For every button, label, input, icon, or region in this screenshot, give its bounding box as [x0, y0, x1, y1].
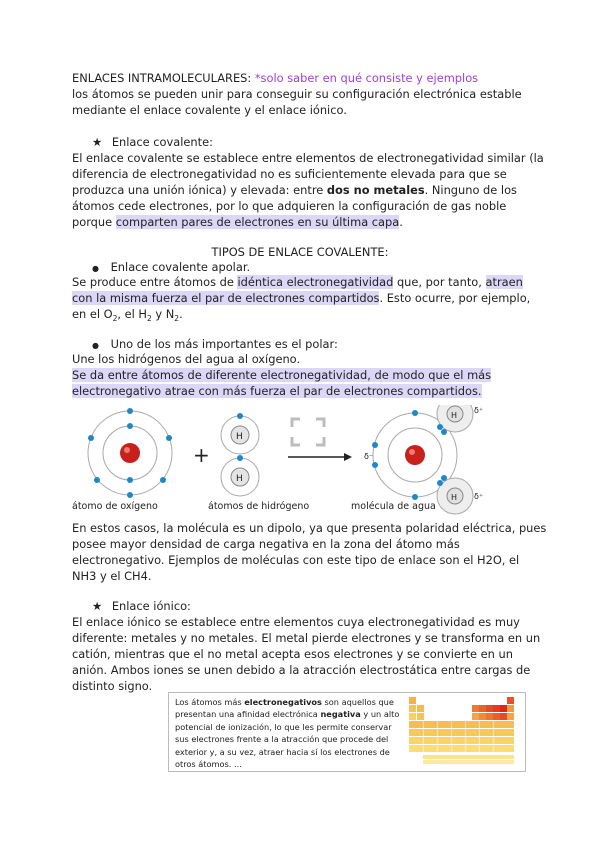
section-heading — [72, 70, 532, 86]
text-run: en el O — [72, 307, 113, 321]
highlighted-text: con la misma fuerza el par de electrones compartidos — [72, 291, 380, 305]
text-run: Los átomos más — [175, 697, 245, 707]
apolar-line-3 — [72, 306, 532, 327]
highlighted-text: atraen — [485, 275, 523, 289]
ionico-line-3: catión, mientras que el no metal acepta esos electrones y se convierte en un — [72, 647, 513, 661]
polar-line-1: Une los hidrógenos del agua al oxígeno. — [72, 352, 301, 366]
delta-positive-label: δ⁺ — [474, 406, 484, 415]
placeholder-brackets — [292, 419, 324, 445]
bold-term: electronegativos — [244, 697, 322, 707]
ionico-heading — [92, 598, 191, 614]
highlighted-text: comparten pares de electrones en su última capa — [115, 215, 400, 229]
star-icon: ★ — [92, 599, 103, 613]
text-run: son aquellos que — [321, 697, 394, 707]
inset-line: sus electrones frente a la atracción que procede del — [175, 734, 389, 745]
ionico-line-2: diferente: metales y no metales. El metal pierde electrones y se transforma en un — [72, 631, 541, 645]
polar-title: Uno de los más importantes es el polar: — [110, 337, 338, 351]
inset-line — [175, 696, 401, 708]
hydrogen-atom-bottom — [221, 455, 259, 496]
covalente-line-5 — [72, 214, 532, 230]
periodic-table-heatmap — [409, 697, 521, 765]
apolar-line-1 — [72, 274, 532, 290]
text-run: y un alto — [360, 709, 400, 720]
inset-line — [175, 708, 401, 720]
ionico-line-4: anión. Ambos iones se unen debido a la atracción electrostática entre cargas de — [72, 663, 531, 677]
text-run: . — [179, 307, 183, 321]
subscript: 2 — [147, 314, 152, 323]
covalente-line-3 — [72, 182, 532, 198]
dipolo-line-4: NH3 y el CH4. — [72, 569, 152, 583]
highlighted-text: Se da entre átomos de diferente electronegatividad, de modo que el más — [72, 368, 492, 382]
apolar-title: Enlace covalente apolar. — [110, 260, 251, 274]
tipos-title: TIPOS DE ENLACE COVALENTE: — [211, 245, 389, 259]
apolar-line-2 — [72, 290, 532, 306]
text-run: presentan una afinidad electrónica — [175, 709, 321, 720]
text-run: . Esto ocurre, por ejemplo, — [379, 291, 531, 305]
plus-sign: + — [193, 443, 210, 467]
intro-line-2: mediante el enlace covalente y el enlace iónico. — [72, 103, 347, 117]
hydrogen-label: H — [236, 474, 243, 484]
periodic-table-cells — [409, 697, 514, 764]
hydrogen-label: H — [451, 493, 458, 502]
label-oxygen-atom: átomo de oxígeno — [72, 501, 158, 512]
inset-line: potencial de ionización, lo que les permite conservar — [175, 721, 392, 732]
ionico-title: Enlace iónico: — [111, 599, 191, 613]
heading-note: *solo saber en qué consiste y ejemplos — [254, 71, 479, 85]
highlighted-text: electronegativo atrae con más fuerza el par de electrones compartidos. — [72, 384, 482, 398]
highlighted-text: idéntica electronegatividad — [237, 275, 394, 289]
star-icon: ★ — [92, 135, 103, 149]
bold-term: negativa — [320, 709, 361, 720]
delta-positive-label: δ⁺ — [474, 492, 484, 501]
polar-line-3 — [72, 383, 532, 399]
text-run: Se produce entre átomos de — [72, 275, 238, 289]
label-water-molecule: molécula de agua — [351, 501, 436, 512]
hydrogen-label: H — [451, 411, 458, 420]
electronegativity-inset — [168, 692, 526, 772]
hydrogen-label: H — [236, 432, 243, 442]
hydrogen-atom-top — [221, 413, 259, 454]
covalente-heading — [92, 134, 213, 150]
bullet-icon: ● — [92, 264, 99, 273]
reaction-arrow-icon — [288, 453, 352, 461]
oxygen-atom — [88, 408, 172, 498]
subscript: 2 — [112, 314, 118, 323]
text-run: . — [399, 215, 403, 229]
text-run: . Ninguno de los — [424, 183, 517, 197]
covalente-title: Enlace covalente: — [111, 135, 213, 149]
inset-text — [175, 696, 401, 770]
text-run: produzca una unión iónica) y elevada: entre — [72, 183, 327, 197]
dipolo-line-2: posee mayor densidad de carga negativa en la zona del átomo más — [72, 537, 460, 551]
delta-negative-label: δ⁻ — [364, 452, 374, 461]
ionico-line-5: distinto signo. — [72, 679, 153, 693]
text-run: porque — [72, 215, 116, 229]
intro-line-1: los átomos se pueden unir para conseguir su configuración electrónica estable — [72, 87, 522, 101]
text-run: , el H — [117, 307, 147, 321]
inset-line: exterior y, a su vez, atraer hacia sí los electrones de — [175, 746, 390, 757]
ionico-line-1: El enlace iónico se establece entre elementos cuya electronegatividad es muy — [72, 615, 520, 629]
dipolo-line-1: En estos casos, la molécula es un dipolo, ya que presenta polaridad eléctrica, pues — [72, 521, 547, 535]
subscript: 2 — [174, 314, 180, 323]
bold-term: dos no metales — [326, 183, 425, 197]
covalente-line-1: El enlace covalente se establece entre elementos de electronegatividad similar (la — [72, 151, 544, 165]
covalente-line-2: diferencia de electronegatividad no es suficientemente elevada para que se — [72, 167, 507, 181]
dipolo-line-3: electronegativo. Ejemplos de moléculas con este tipo de enlace son el H2O, el — [72, 553, 520, 567]
water-molecule — [364, 405, 483, 514]
text-run: y N — [151, 307, 175, 321]
inset-line: otros átomos. ... — [175, 759, 242, 770]
water-molecule-figure — [60, 405, 500, 515]
bullet-icon: ● — [92, 341, 99, 350]
label-hydrogen-atoms: átomos de hidrógeno — [208, 501, 310, 512]
heading-title: ENLACES INTRAMOLECULARES: — [72, 71, 252, 85]
polar-line-2 — [72, 367, 532, 383]
covalente-line-4: átomos cede electrones, por lo que adquieren la configuración de gas noble — [72, 199, 507, 213]
text-run: que, por tanto, — [393, 275, 486, 289]
